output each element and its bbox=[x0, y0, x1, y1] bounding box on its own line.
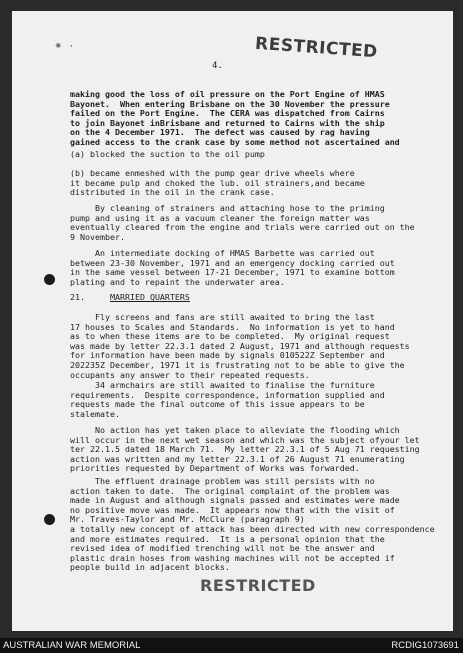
classification-stamp-top: RESTRICTED bbox=[254, 33, 379, 63]
section-title: MARRIED QUARTERS bbox=[109, 292, 190, 302]
archive-footer bbox=[0, 638, 463, 653]
section-number: 21. bbox=[70, 292, 85, 302]
paragraph-armchairs: 34 armchairs are still awaited to finalise the furniture requirements. Despite correspondence, information supplied and requests made the final outcome of this issue appears to be stalemate. bbox=[70, 380, 385, 419]
paragraph-docking: An intermediate docking of HMAS Barbette was carried out between 23-30 November, 1971 and an emergency docking carried out in the same vessel between 17-21 December, 1971 to examine bottom plating and to repaint the underwater area. bbox=[70, 248, 395, 287]
classification-stamp-bottom: RESTRICTED bbox=[200, 576, 316, 595]
paragraph-flooding: No action has yet taken place to alleviate the flooding which will occur in the next wet season and which was the subject ofyour let ter 22.1.5 dated 18 March 71. My letter 22.3.1 of 5 Aug 71 requesting action was written and my letter 22.3.1 of 26 August 71 enumerating priorities requested by Department of Works was forwarded. bbox=[70, 425, 420, 474]
paragraph-cleaning: By cleaning of strainers and attaching hose to the priming pump and using it as a vacuum cleaner the foreign matter was eventually cleared from the engine and trials were carried out on the 9 November. bbox=[70, 203, 415, 242]
intro-paragraph: making good the loss of oil pressure on the Port Engine of HMAS Bayonet. When entering Brisbane on the 30 November the pressure failed on the Port Engine. The CERA was dispatched from Cairns to join Bayonet inBrisbane and returned to Cairns with the ship on the 4 December 1971. The defect was caused by rag having gained access to the crank case by some method not ascertained and bbox=[70, 89, 400, 147]
punch-hole bbox=[44, 274, 55, 285]
paragraph-effluent: The effluent drainage problem was still persists with no action taken to date. The original complaint of the problem was made in August and although signals passed and estimates were made no positive move was made. It appears now that with the visit of Mr. Traves-Taylor and Mr. McClure (paragraph 9) a totally new concept of attack has been directed with new correspondence and more estimates required. It is a personal opinion that the revised idea of modified trenching will not be the answer and plastic drain hoses from washing machines will not be accepted if people build in adjacent blocks. bbox=[70, 476, 435, 573]
punch-hole bbox=[44, 514, 55, 525]
footer-record-id: RCDIG1073691 bbox=[391, 640, 459, 651]
defect-list bbox=[70, 150, 454, 198]
paragraph-fly-screens: Fly screens and fans are still awaited to bring the last 17 houses to Scales and Standards. No information is yet to hand as to when these items are to be completed. My original request was made by letter 22.3.1 dated 2 August, 1971 and although requests for information have been made by signals 010522Z September and 202235Z December, 1971 it is frustrating not to be able to give the occupants any answer to their repeated requests. bbox=[70, 312, 410, 380]
list-item-b: (b) became enmeshed with the pump gear drive wheels where it became pulp and choked the lub. oil strainers,and became distributed in the oil in the crank case. bbox=[70, 168, 365, 198]
page-number: 4. bbox=[212, 61, 223, 71]
section-heading bbox=[70, 293, 454, 303]
document-page bbox=[12, 11, 453, 631]
footer-institution: AUSTRALIAN WAR MEMORIAL bbox=[3, 640, 141, 651]
ink-smudge: ⁕ · bbox=[54, 41, 75, 52]
list-item-a: (a) blocked the suction to the oil pump bbox=[70, 149, 265, 159]
